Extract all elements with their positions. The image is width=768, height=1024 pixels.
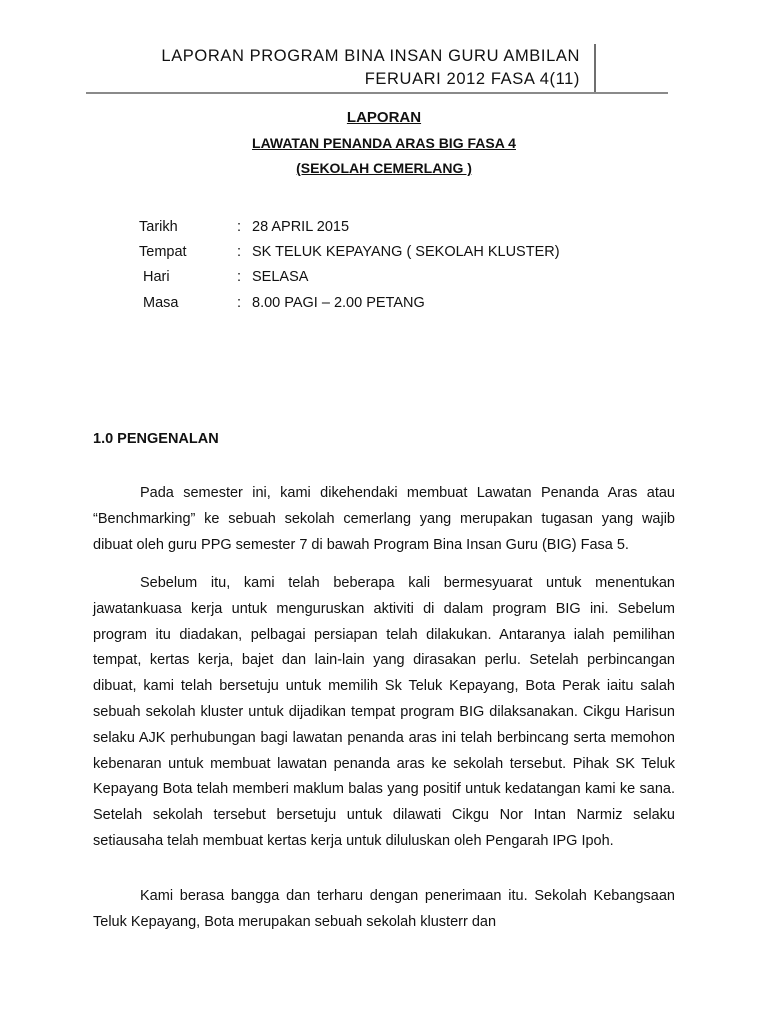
header-line-1: LAPORAN PROGRAM BINA INSAN GURU AMBILAN <box>161 47 580 65</box>
report-subtitle-2: (SEKOLAH CEMERLANG ) <box>296 160 472 176</box>
header-line-2: FERUARI 2012 FASA 4(11) <box>364 70 580 88</box>
section-heading: 1.0 PENGENALAN <box>93 431 219 447</box>
report-subtitle: LAWATAN PENANDA ARAS BIG FASA 4 <box>252 135 516 151</box>
paragraph-3: Kami berasa bangga dan terharu dengan penerimaan itu. Sekolah Kebangsaan Teluk Kepayang, Bota merupakan sebuah sekolah klusterr dan <box>93 888 675 930</box>
info-label: Hari <box>143 269 170 285</box>
info-value: SK TELUK KEPAYANG ( SEKOLAH KLUSTER) <box>252 244 560 260</box>
header-divider <box>86 92 668 94</box>
paragraph-2: Sebelum itu, kami telah beberapa kali bermesyuarat untuk menentukan jawatankuasa kerja untuk menguruskan aktiviti di dalam program BIG ini. Sebelum program itu diadakan, pelbagai persiapan telah dilakukan. Antaranya ialah pemilihan tempat, kertas kerja, bajet dan lain-lain yang dirasakan perlu. Setelah perbincangan dibuat, kami telah bersetuju untuk memilih Sk Teluk Kepayang, Bota Perak iaitu salah sebuah sekolah kluster untuk dijadikan tempat program BIG dilaksanakan. Cikgu Harisun selaku AJK perhubungan bagi lawatan penanda aras ini telah berbincang serta memohon kebenaran untuk membuat lawatan penanda aras ke sekolah tersebut. Pihak SK Teluk Kepayang Bota telah memberi maklum balas yang positif untuk kedatangan kami ke sana. Setelah sekolah tersebut bersetuju untuk dilawati Cikgu Nor Intan Narmiz selaku setiausaha telah membuat kertas kerja untuk diluluskan oleh Pengarah IPG Ipoh. <box>93 575 675 849</box>
paragraph-1: Pada semester ini, kami dikehendaki membuat Lawatan Penanda Aras atau “Benchmarking” ke sebuah sekolah cemerlang yang merupakan tugasan yang wajib dibuat oleh guru PPG semester 7 di bawah Program Bina Insan Guru (BIG) Fasa 5. <box>93 485 675 553</box>
running-header <box>86 44 596 94</box>
info-label: Tarikh <box>139 219 178 235</box>
info-separator: : <box>237 269 242 285</box>
info-value: 8.00 PAGI – 2.00 PETANG <box>252 295 425 311</box>
info-value: SELASA <box>252 269 309 285</box>
info-separator: : <box>237 295 242 311</box>
report-title: LAPORAN <box>346 109 422 126</box>
info-label: Masa <box>143 295 179 311</box>
info-value: 28 APRIL 2015 <box>252 219 350 235</box>
info-label: Tempat <box>139 244 187 260</box>
info-separator: : <box>237 219 242 235</box>
info-separator: : <box>237 244 242 260</box>
